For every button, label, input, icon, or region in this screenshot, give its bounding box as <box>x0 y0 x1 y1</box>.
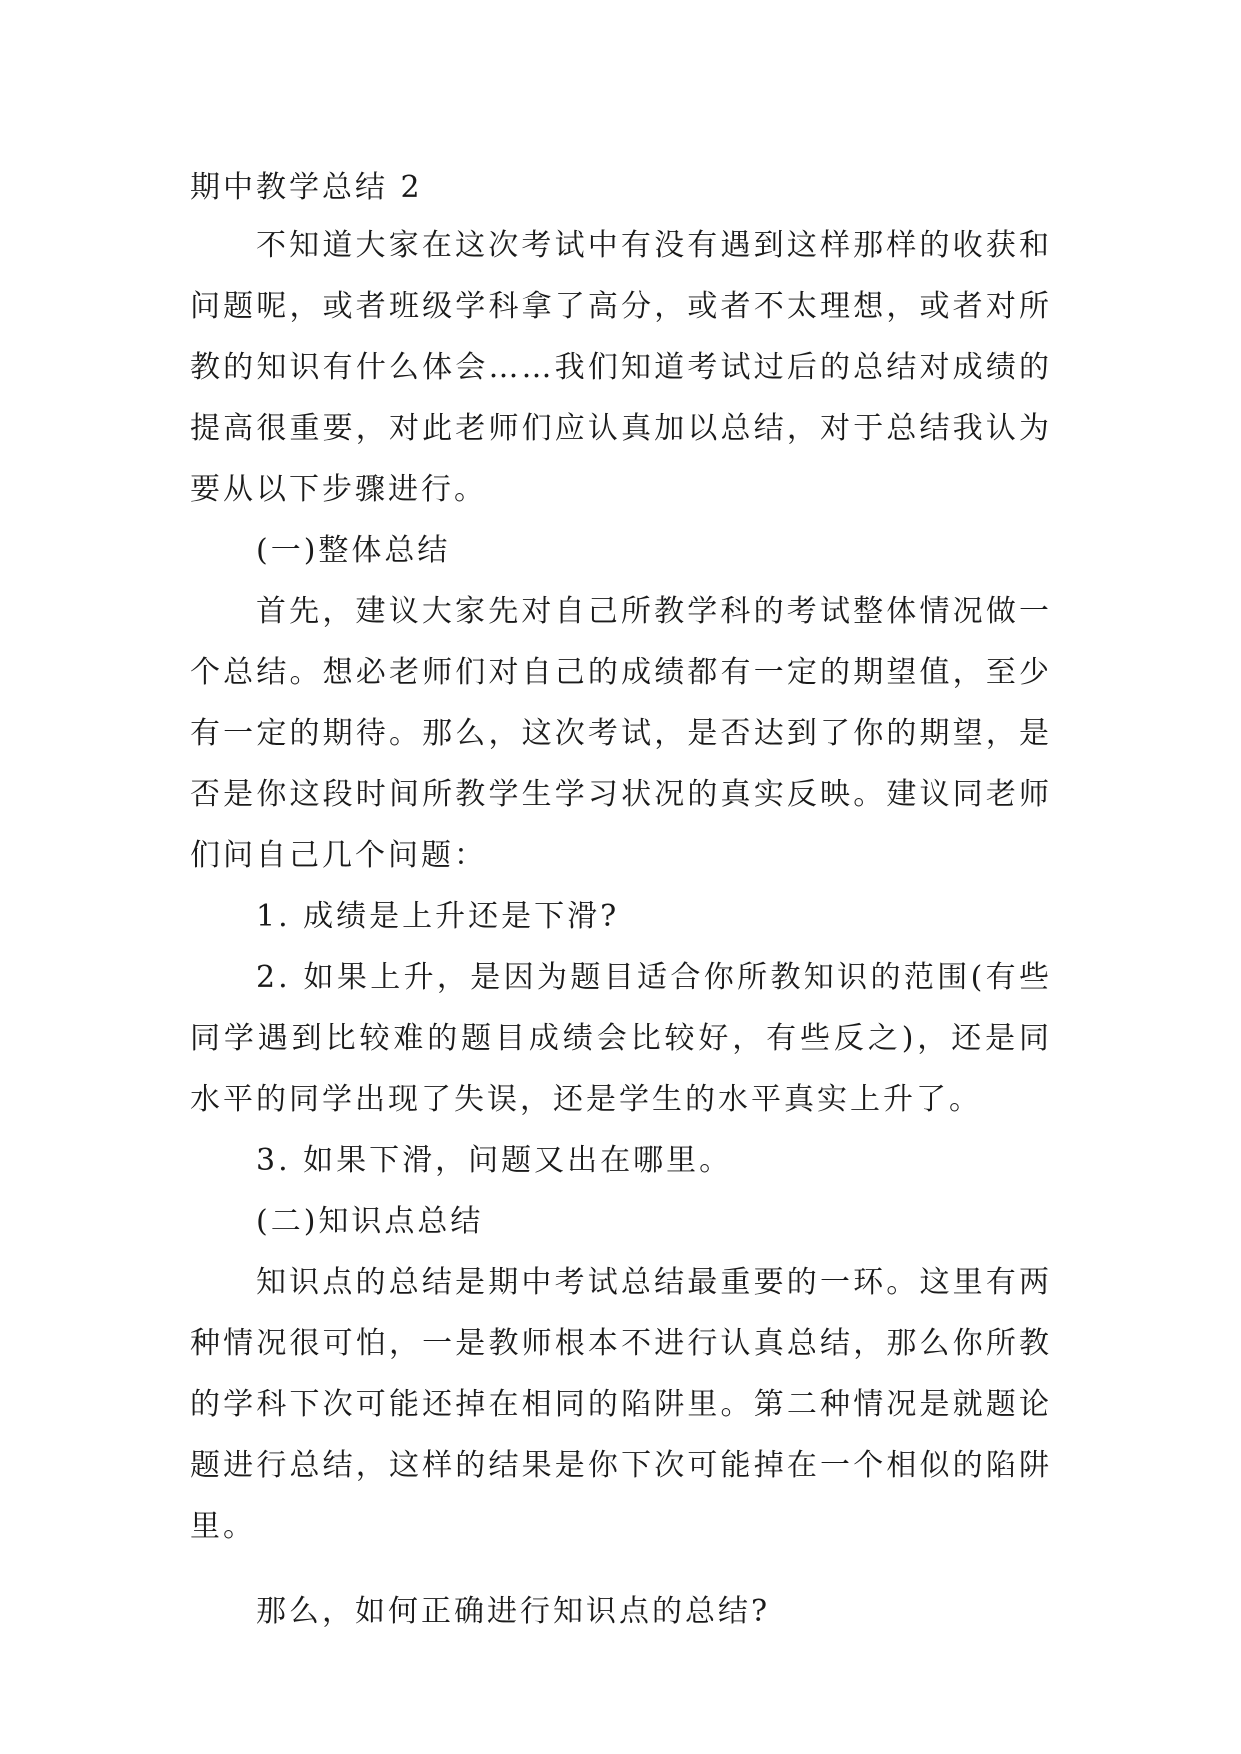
document-body <box>190 160 1052 1642</box>
section-heading-knowledge: (二)知识点总结 <box>256 1204 484 1239</box>
list-item-1: 1. 成绩是上升还是下滑? <box>256 899 620 934</box>
paragraph-overall: 首先，建议大家先对自己所教学科的考试整体情况做一个总结。想必老师们对自己的成绩都有一定的期望值，至少有一定的期待。那么，这次考试，是否达到了你的期望，是否是你这段时间所教学生学习状况的真实反映。建议同老师们问自己几个问题： <box>190 594 1052 873</box>
paragraph-knowledge: 知识点的总结是期中考试总结最重要的一环。这里有两种情况很可怕，一是教师根本不进行认真总结，那么你所教的学科下次可能还掉在相同的陷阱里。第二种情况是就题论题进行总结，这样的结果是你下次可能掉在一个相似的陷阱里。 <box>190 1265 1052 1544</box>
list-item-3: 3. 如果下滑，问题又出在哪里。 <box>256 1143 733 1178</box>
section-heading-overall: (一)整体总结 <box>256 533 451 568</box>
document-title: 期中教学总结 2 <box>190 170 423 205</box>
list-item-2: 2. 如果上升，是因为题目适合你所教知识的范围(有些同学遇到比较难的题目成绩会比较好，有些反之)，还是同水平的同学出现了失误，还是学生的水平真实上升了。 <box>190 960 1052 1117</box>
paragraph-intro: 不知道大家在这次考试中有没有遇到这样那样的收获和问题呢，或者班级学科拿了高分，或者不太理想，或者对所教的知识有什么体会……我们知道考试过后的总结对成绩的提高很重要，对此老师们应认真加以总结，对于总结我认为要从以下步骤进行。 <box>190 228 1052 507</box>
paragraph-question: 那么，如何正确进行知识点的总结? <box>256 1594 771 1629</box>
